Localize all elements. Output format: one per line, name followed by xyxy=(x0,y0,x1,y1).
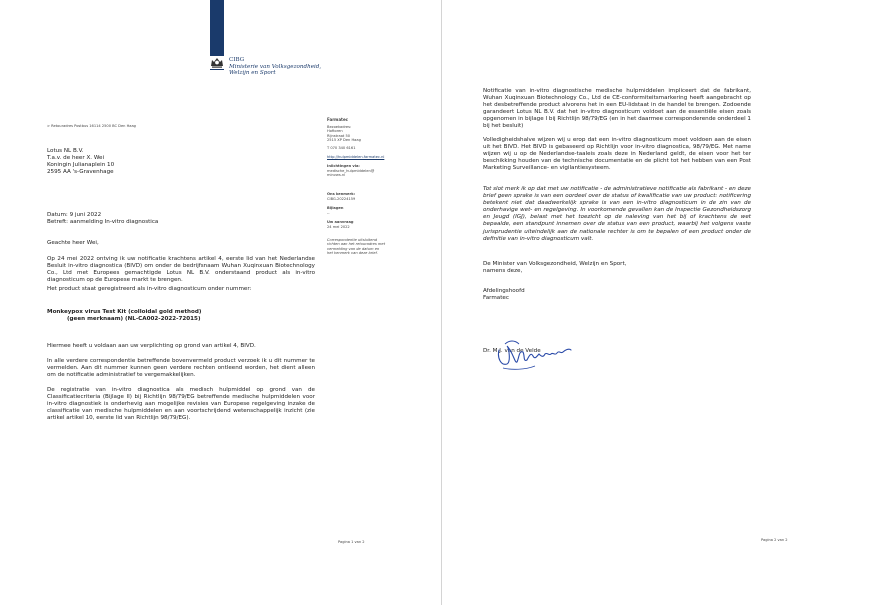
paragraph: Op 24 mei 2022 ontving ik uw notificatie krachtens artikel 4, eerste lid van het Nederlandse Besluit in-vitro diagnostica (BIVD) om onder de bedrijfsnaam Wuhan Xuqinxuan Biotechnology Co., Ltd met Europees gemachtigde Lotus NL B.V. onderstaand product als in-vitro diagnosticum op de Europese markt te brengen. xyxy=(47,256,315,284)
sidebar-yourletter-label: Uw aanvraag xyxy=(327,220,354,225)
sidebar-info-line: minvws.nl xyxy=(327,173,346,178)
sidebar-note xyxy=(327,238,417,256)
closing-line: namens deze, xyxy=(483,268,523,274)
letter-date: Datum: 9 juni 2022 xyxy=(47,212,102,218)
ministry-line-1: Ministerie van Volksgezondheid, xyxy=(229,63,322,70)
sidebar-address-line: 2515 XP Den Haag xyxy=(327,138,361,143)
sidebar-attach: -- xyxy=(327,210,330,215)
letter-page-2 xyxy=(443,0,894,605)
recipient-line: 2595 AA 's-Gravenhage xyxy=(47,169,114,175)
sidebar-note-line: het kenmerk van deze brief. xyxy=(327,251,378,256)
sidebar-info-label: Inlichtingen via: xyxy=(327,164,360,169)
paragraph: Volledigheidshalve wijzen wij u erop dat een in-vitro diagnosticum moet voldoen aan de eisen uit het BIVD. Het BIVD is gebaseerd op Richtlijn voor in-vitro diagnostica, 98/79/EG. Met name wijzen wij u op de Nederlandse-taaleis zoals deze in Nederland geldt, de eisen voor het ter beschikking houden van de technische documentatie en de plicht tot het hebben van een Post Marketing Surveillance- en vigilantiesysteem. xyxy=(483,137,751,172)
recipient-line: Koningin Julianaplein 10 xyxy=(47,162,115,168)
sidebar-info-line: medische_hulpmiddelen@ xyxy=(327,168,375,173)
sidebar-address-label: Bezoekadres: xyxy=(327,124,352,129)
role-line: Farmatec xyxy=(483,295,509,301)
paragraph: Tot slot merk ik op dat met uw notificatie - de administratieve notificatie als fabrikant - en deze brief geen sprake is van een oordeel over de status of kwalificatie van uw product: notificering betekent niet dat daadwerkelijk sprake is van een in-vitro diagnosticum in de zin van de onderhavige wet- en regelgeving. In voorkomende gevallen kan de Inspectie Gezondheidszorg en Jeugd (IGJ), belast met het toezicht op de naleving van het bij of krachtens de wet bepaalde, een standpunt innemen over de status van een product, waarbij het volgens vaste jurisprudentie uiteindelijk aan de nationale rechter is om te bepalen of een product onder de definitie van in-vitro diagnosticum valt. xyxy=(483,186,751,242)
letter-page-1 xyxy=(0,0,441,605)
page-number: Pagina 1 van 2 xyxy=(338,540,365,544)
sidebar-attach-label: Bijlagen xyxy=(327,206,344,211)
letter-subject: Betreft: aanmelding In-vitro diagnostica xyxy=(47,219,159,225)
page-number: Pagina 2 van 2 xyxy=(761,538,788,542)
recipient-block xyxy=(47,148,114,176)
sidebar-note-line: richten aan het retouradres met xyxy=(327,242,385,247)
sidebar-yourletter: 24 mei 2022 xyxy=(327,224,350,229)
closing-block xyxy=(483,261,626,275)
page-divider xyxy=(441,0,442,605)
sidebar-address-line: Rijnstraat 50 xyxy=(327,133,351,138)
logo-text xyxy=(229,57,321,77)
ministry-line-2: Welzijn en Sport xyxy=(229,70,276,77)
recipient-line: T.a.v. de heer X. Wei xyxy=(47,155,105,161)
role-block xyxy=(483,288,525,302)
handwritten-signature xyxy=(495,338,573,372)
return-address: > Retouradres Postbus 16114 2500 BC Den Haag xyxy=(47,124,136,128)
paragraph: Hiermee heeft u voldaan aan uw verplichting op grond van artikel 4, BIVD. xyxy=(47,343,256,349)
sidebar-note-line: Correspondentie uitsluitend xyxy=(327,237,378,242)
sidebar-ref-label: Ons kenmerk: xyxy=(327,191,356,196)
org-name: CIBG xyxy=(229,57,245,63)
crest-icon xyxy=(209,56,225,69)
sidebar xyxy=(327,118,417,256)
salutation: Geachte heer Wei, xyxy=(47,240,99,246)
paragraph: De registratie van in-vitro diagnostica als medisch hulpmiddel op grond van de Classificatiecriteria (Bijlage II) bij Richtlijn 98/79/EG betreffende medische hulpmiddelen voor in-vitro diagnostiek is onderhevig aan mogelijke revisies van Europese regelgeving inzake de classificatie van medische hulpmiddelen en aan voortschrijdend wetenschappelijk inzicht (zie artikel artikel 10, eerste lid van Richtlijn 98/79/EG). xyxy=(47,387,315,422)
role-line: Afdelingshoofd xyxy=(483,288,525,294)
product-line-1: Monkeypox virus Test Kit (colloidal gold method) xyxy=(47,309,202,315)
signatory-name: Dr. M.J. van de Velde xyxy=(483,348,541,354)
date-subject-block xyxy=(47,212,158,226)
sidebar-note-line: vermelding van de datum en xyxy=(327,246,380,251)
sidebar-address-line: Hoftoren xyxy=(327,129,343,134)
paragraph: Het product staat geregistreerd als in-vitro diagnosticum onder nummer: xyxy=(47,286,252,292)
paragraph: Notificatie van in-vitro diagnostische medische hulpmiddelen impliceert dat de fabrikant, Wuhan Xuqinxuan Biotechnology Co., Ltd de CE-conformiteitsmarkering heeft aangebracht op het desbetreffende product alvorens het in een EU-lidstaat in de handel te brengen. Zodoende garandeert Lotus NL B.V. dat het in-vitro diagnosticum voldoet aan de essentiële eisen zoals opgenomen in bijlage I bij Richtlijn 98/79/EG (en in het daarmee corresponderende onderdeel 1 bij het besluit) xyxy=(483,88,751,130)
sidebar-link[interactable]: http://hulpmiddelen.farmatec.nl xyxy=(327,154,385,159)
recipient-line: Lotus NL B.V. xyxy=(47,148,84,154)
product-name xyxy=(47,309,317,323)
sidebar-ref: CIBG-20224159 xyxy=(327,196,356,201)
paragraph: In alle verdere correspondentie betreffende bovenvermeld product verzoek ik u dit nummer te vermelden. Aan dit nummer kunnen geen verdere rechten ontleend worden, het dient alleen om de notificatie administratief te vergemakkelijken. xyxy=(47,358,315,379)
sidebar-org: Farmatec xyxy=(327,117,349,122)
product-line-2: (geen merknaam) (NL-CA002-2022-72015) xyxy=(67,316,201,322)
closing-line: De Minister van Volksgezondheid, Welzijn en Sport, xyxy=(483,261,627,267)
sidebar-phone: T 070 340 6161 xyxy=(327,145,356,150)
